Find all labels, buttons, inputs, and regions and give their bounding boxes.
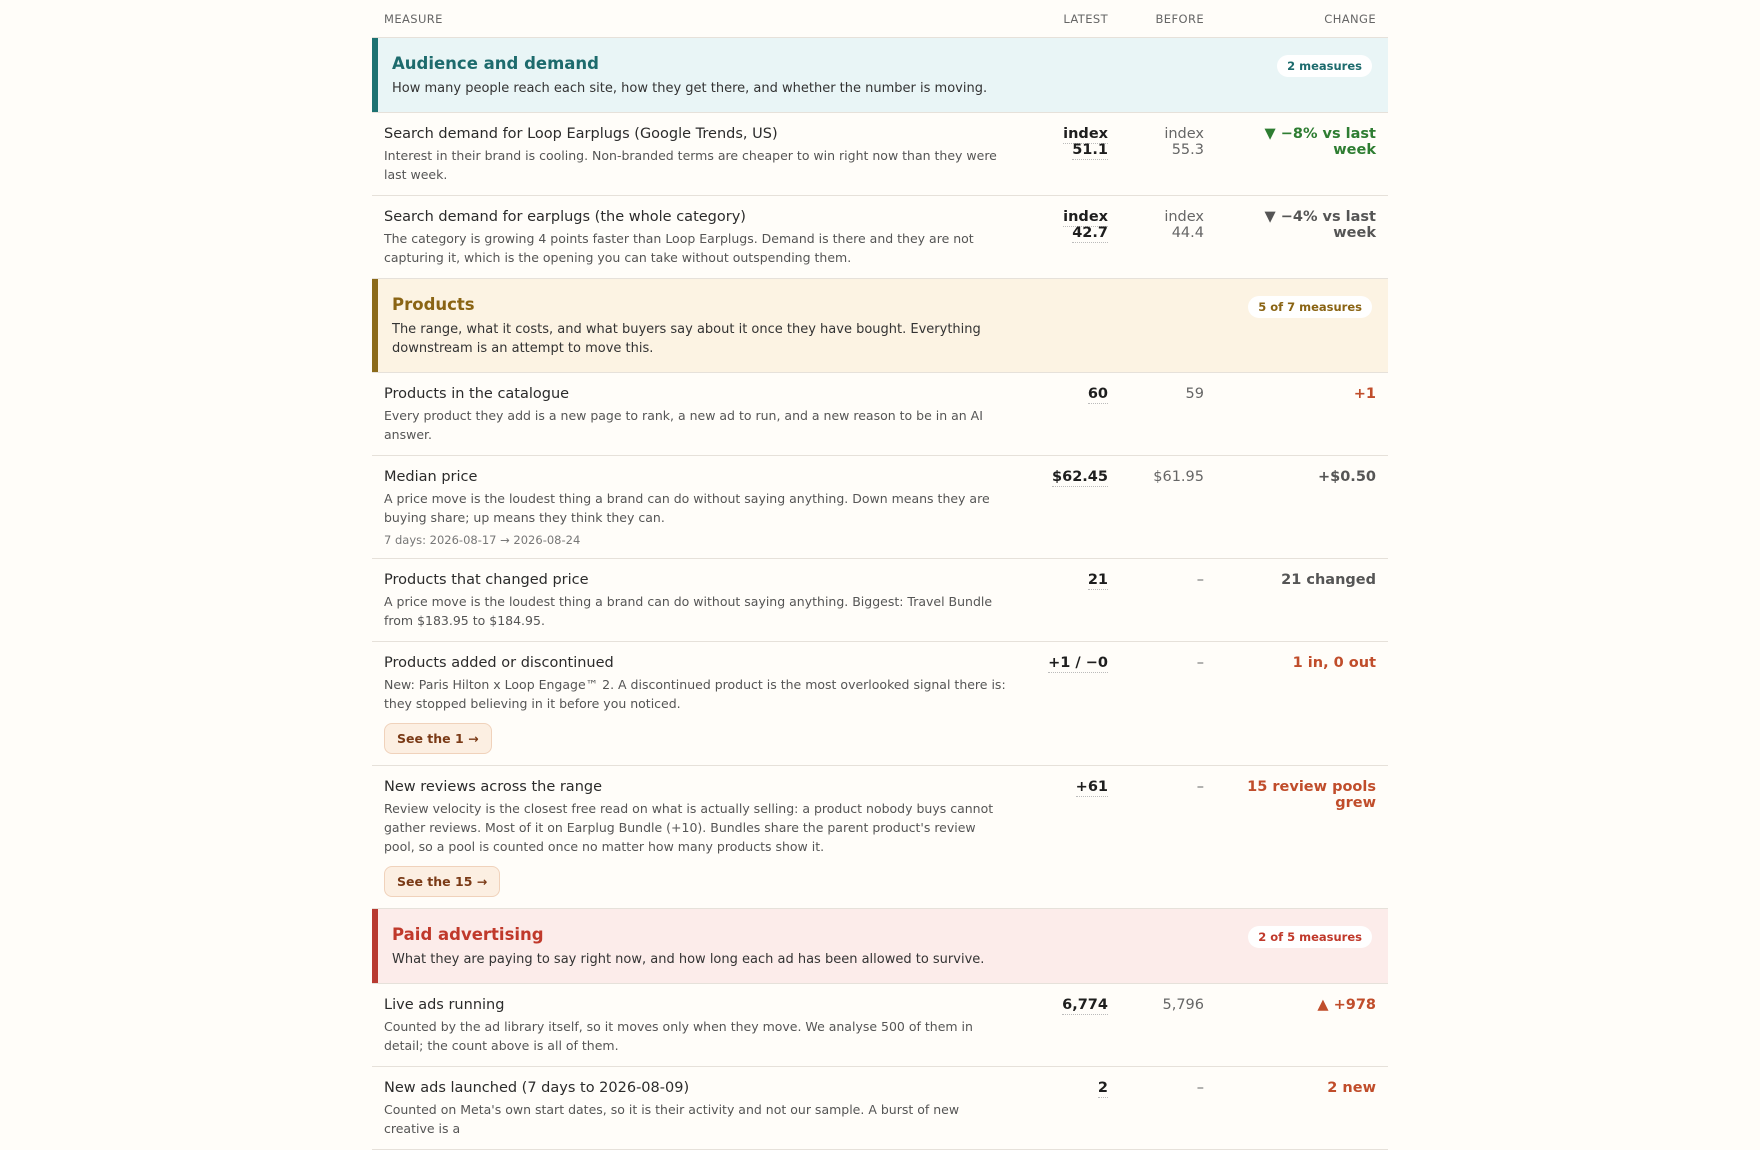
section-title: Products [392,295,475,314]
before-value: index 44.4 [1164,209,1204,241]
measure-label: Products that changed price [384,572,589,588]
section-description: How many people reach each site, how they get there, and whether the number is moving. [392,81,988,96]
latest-value: 2 [1097,1080,1108,1096]
before-value: – [1196,1080,1204,1096]
change-value: ▲ +978 [1317,997,1376,1013]
section-count-badge: 5 of 7 measures [1248,296,1372,318]
latest-value: 21 [1087,572,1108,588]
latest-value: index 51.1 [1063,126,1108,158]
change-value: +$0.50 [1317,469,1376,485]
before-value: 5,796 [1162,997,1204,1013]
table-row [372,373,1388,456]
section-title: Paid advertising [392,925,544,944]
latest-value: index 42.7 [1063,209,1108,241]
before-value: index 55.3 [1164,126,1204,158]
header-before: BEFORE [1155,11,1204,26]
section-paid-advertising [372,909,1388,984]
before-value: – [1196,572,1204,588]
change-value: ▼ −4% vs last week [1264,209,1376,241]
latest-value: +61 [1075,779,1108,795]
latest-value: +1 / −0 [1048,655,1108,671]
measure-label: Products added or discontinued [384,655,614,671]
table-row [372,196,1388,279]
section-description: What they are paying to say right now, and how long each ad has been allowed to survive. [392,952,985,967]
measure-description: A price move is the loudest thing a brand can do without saying anything. Biggest: Travel Bundle from $183.95 to $184.95. [384,594,993,628]
section-count-badge: 2 of 5 measures [1248,926,1372,948]
before-value: $61.95 [1153,469,1204,485]
measure-description: Counted by the ad library itself, so it moves only when they move. We analyse 500 of them in detail; the count above is all of them. [384,1019,973,1053]
measure-label: Search demand for earplugs (the whole category) [384,209,746,225]
measure-description: Counted on Meta's own start dates, so it is their activity and not our sample. A burst of new creative is a [384,1102,960,1136]
measure-label: Live ads running [384,997,505,1013]
see-review-pools-button[interactable]: See the 15 → [384,866,500,897]
section-products [372,279,1388,373]
change-value: ▼ −8% vs last week [1264,126,1376,158]
date-range-meta: 7 days: 2026-08-17 → 2026-08-24 [384,533,581,547]
change-value: 21 changed [1281,572,1376,588]
measure-label: New reviews across the range [384,779,603,795]
measure-description: A price move is the loudest thing a brand can do without saying anything. Down means they are buying share; up means they think they can. [384,491,990,525]
measures-table [372,0,1388,1150]
measure-label: New ads launched (7 days to 2026-08-09) [384,1080,690,1096]
table-row [372,766,1388,909]
section-description: The range, what it costs, and what buyers say about it once they have bought. Everything downstream is an attempt to move this. [392,322,981,356]
table-row [372,642,1388,766]
section-title: Audience and demand [392,54,599,73]
measure-description: Review velocity is the closest free read on what is actually selling: a product nobody buys cannot gather reviews. Most of it on Earplug Bundle (+10). Bundles share the parent product's review pool, so a pool is counted once no matter how many products show it. [384,801,994,854]
header-measure: MEASURE [384,11,443,26]
table-row [372,113,1388,196]
latest-value: $62.45 [1052,469,1108,485]
measure-description: Interest in their brand is cooling. Non-branded terms are cheaper to win right now than they were last week. [384,148,997,182]
change-value: 15 review pools grew [1247,779,1376,811]
measure-label: Search demand for Loop Earplugs (Google Trends, US) [384,126,778,142]
change-value: 2 new [1327,1080,1376,1096]
section-count-badge: 2 measures [1277,55,1372,77]
header-change: CHANGE [1324,11,1376,26]
measure-label: Products in the catalogue [384,386,570,402]
table-row [372,456,1388,559]
header-latest: LATEST [1063,11,1108,26]
before-value: 59 [1185,386,1204,402]
table-row [372,984,1388,1067]
before-value: – [1196,779,1204,795]
table-row [372,559,1388,642]
table-row [372,1067,1388,1150]
change-value: 1 in, 0 out [1292,655,1376,671]
section-audience-demand [372,38,1388,113]
before-value: – [1196,655,1204,671]
measure-description: New: Paris Hilton x Loop Engage™ 2. A discontinued product is the most overlooked signal there is: they stopped believing in it before you noticed. [384,677,1006,711]
see-added-products-button[interactable]: See the 1 → [384,723,492,754]
measure-description: Every product they add is a new page to rank, a new ad to run, and a new reason to be in an AI answer. [384,408,983,442]
latest-value: 6,774 [1062,997,1108,1013]
table-header [372,0,1388,38]
measure-label: Median price [384,469,478,485]
latest-value: 60 [1087,386,1108,402]
measure-description: The category is growing 4 points faster than Loop Earplugs. Demand is there and they are not capturing it, which is the opening you can take without outspending them. [384,231,974,265]
change-value: +1 [1353,386,1376,402]
